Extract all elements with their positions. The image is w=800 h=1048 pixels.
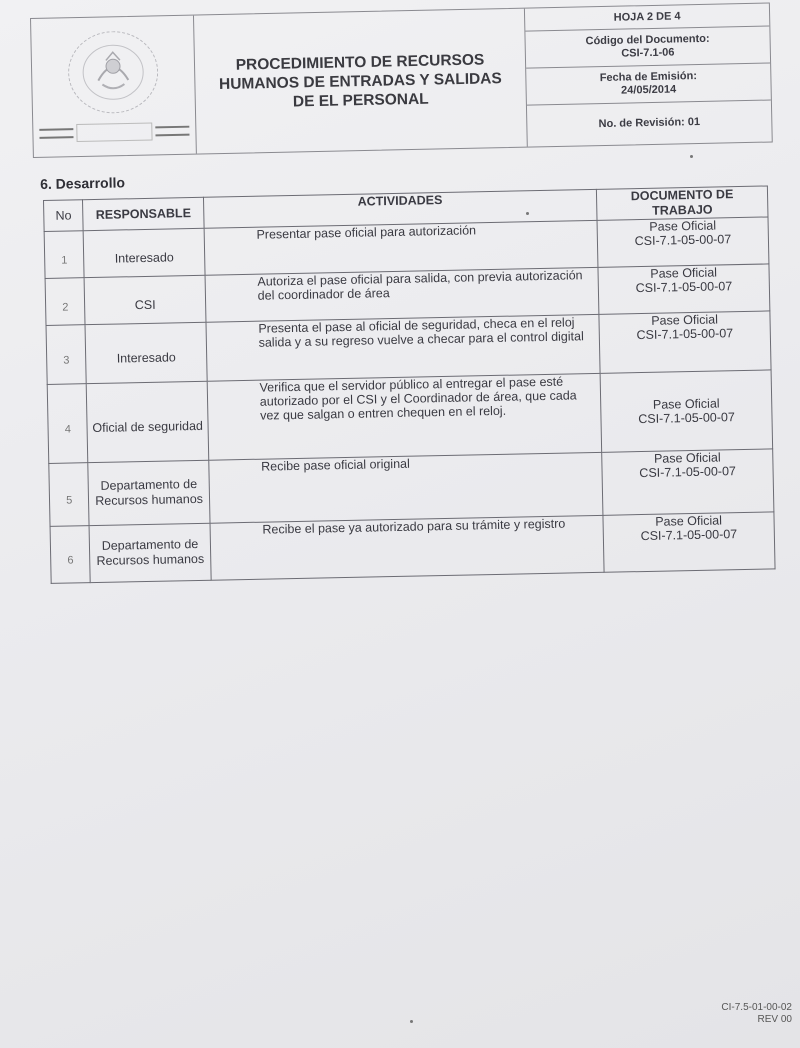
table-row: 4 Oficial de seguridad Verifica que el servidor público al entregar el pase esté autorizado por el CSI y el Coordinador de área, que cada vez que salgan o entren chequen en el reloj. Pase Oficial CSI-7.1-05-00-07 bbox=[47, 370, 772, 464]
table-row: 6 Departamento de Recursos humanos Recibe el pase ya autorizado para su trámite y registro Pase Oficial CSI-7.1-05-00-07 bbox=[50, 512, 775, 584]
document-header bbox=[30, 3, 773, 158]
col-header-no: No bbox=[44, 200, 84, 232]
col-header-documento: DOCUMENTO DE TRABAJO bbox=[596, 186, 767, 220]
col-header-responsable: RESPONSABLE bbox=[83, 197, 204, 230]
institution-logo bbox=[31, 16, 197, 157]
table-row: 2 CSI Autoriza el pase oficial para salida, con previa autorización del coordinador de área Pase Oficial CSI-7.1-05-00-07 bbox=[45, 264, 770, 326]
document-title: PROCEDIMIENTO DE RECURSOS HUMANOS DE ENTRADAS Y SALIDAS DE EL PERSONAL bbox=[194, 9, 528, 154]
issue-date: Fecha de Emisión: 24/05/2014 bbox=[526, 64, 771, 106]
sheet-number: HOJA 2 DE 4 bbox=[525, 4, 769, 32]
page-footer: CI-7.5-01-00-02 REV 00 bbox=[721, 1002, 792, 1025]
activities-table bbox=[43, 185, 776, 583]
table-row: 1 Interesado Presentar pase oficial para autorización Pase Oficial CSI-7.1-05-00-07 bbox=[44, 217, 769, 279]
scan-speck bbox=[526, 212, 529, 215]
section-title: 6. Desarrollo bbox=[40, 174, 126, 192]
col-header-actividades: ACTIVIDADES bbox=[203, 189, 597, 228]
table-row: 5 Departamento de Recursos humanos Recibe pase oficial original Pase Oficial CSI-7.1-05-00-07 bbox=[49, 449, 774, 527]
scan-speck bbox=[410, 1020, 413, 1023]
table-row: 3 Interesado Presenta el pase al oficial de seguridad, checa en el reloj salida y a su regreso vuelve a checar para el control digital Pase Oficial CSI-7.1-05-00-07 bbox=[46, 311, 771, 385]
revision-number: No. de Revisión: 01 bbox=[598, 115, 701, 131]
scan-speck bbox=[690, 155, 693, 158]
document-info bbox=[525, 4, 772, 147]
national-seal-icon bbox=[67, 30, 159, 114]
logo-banner bbox=[39, 122, 189, 143]
document-code: Código del Documento: CSI-7.1-06 bbox=[525, 27, 770, 69]
